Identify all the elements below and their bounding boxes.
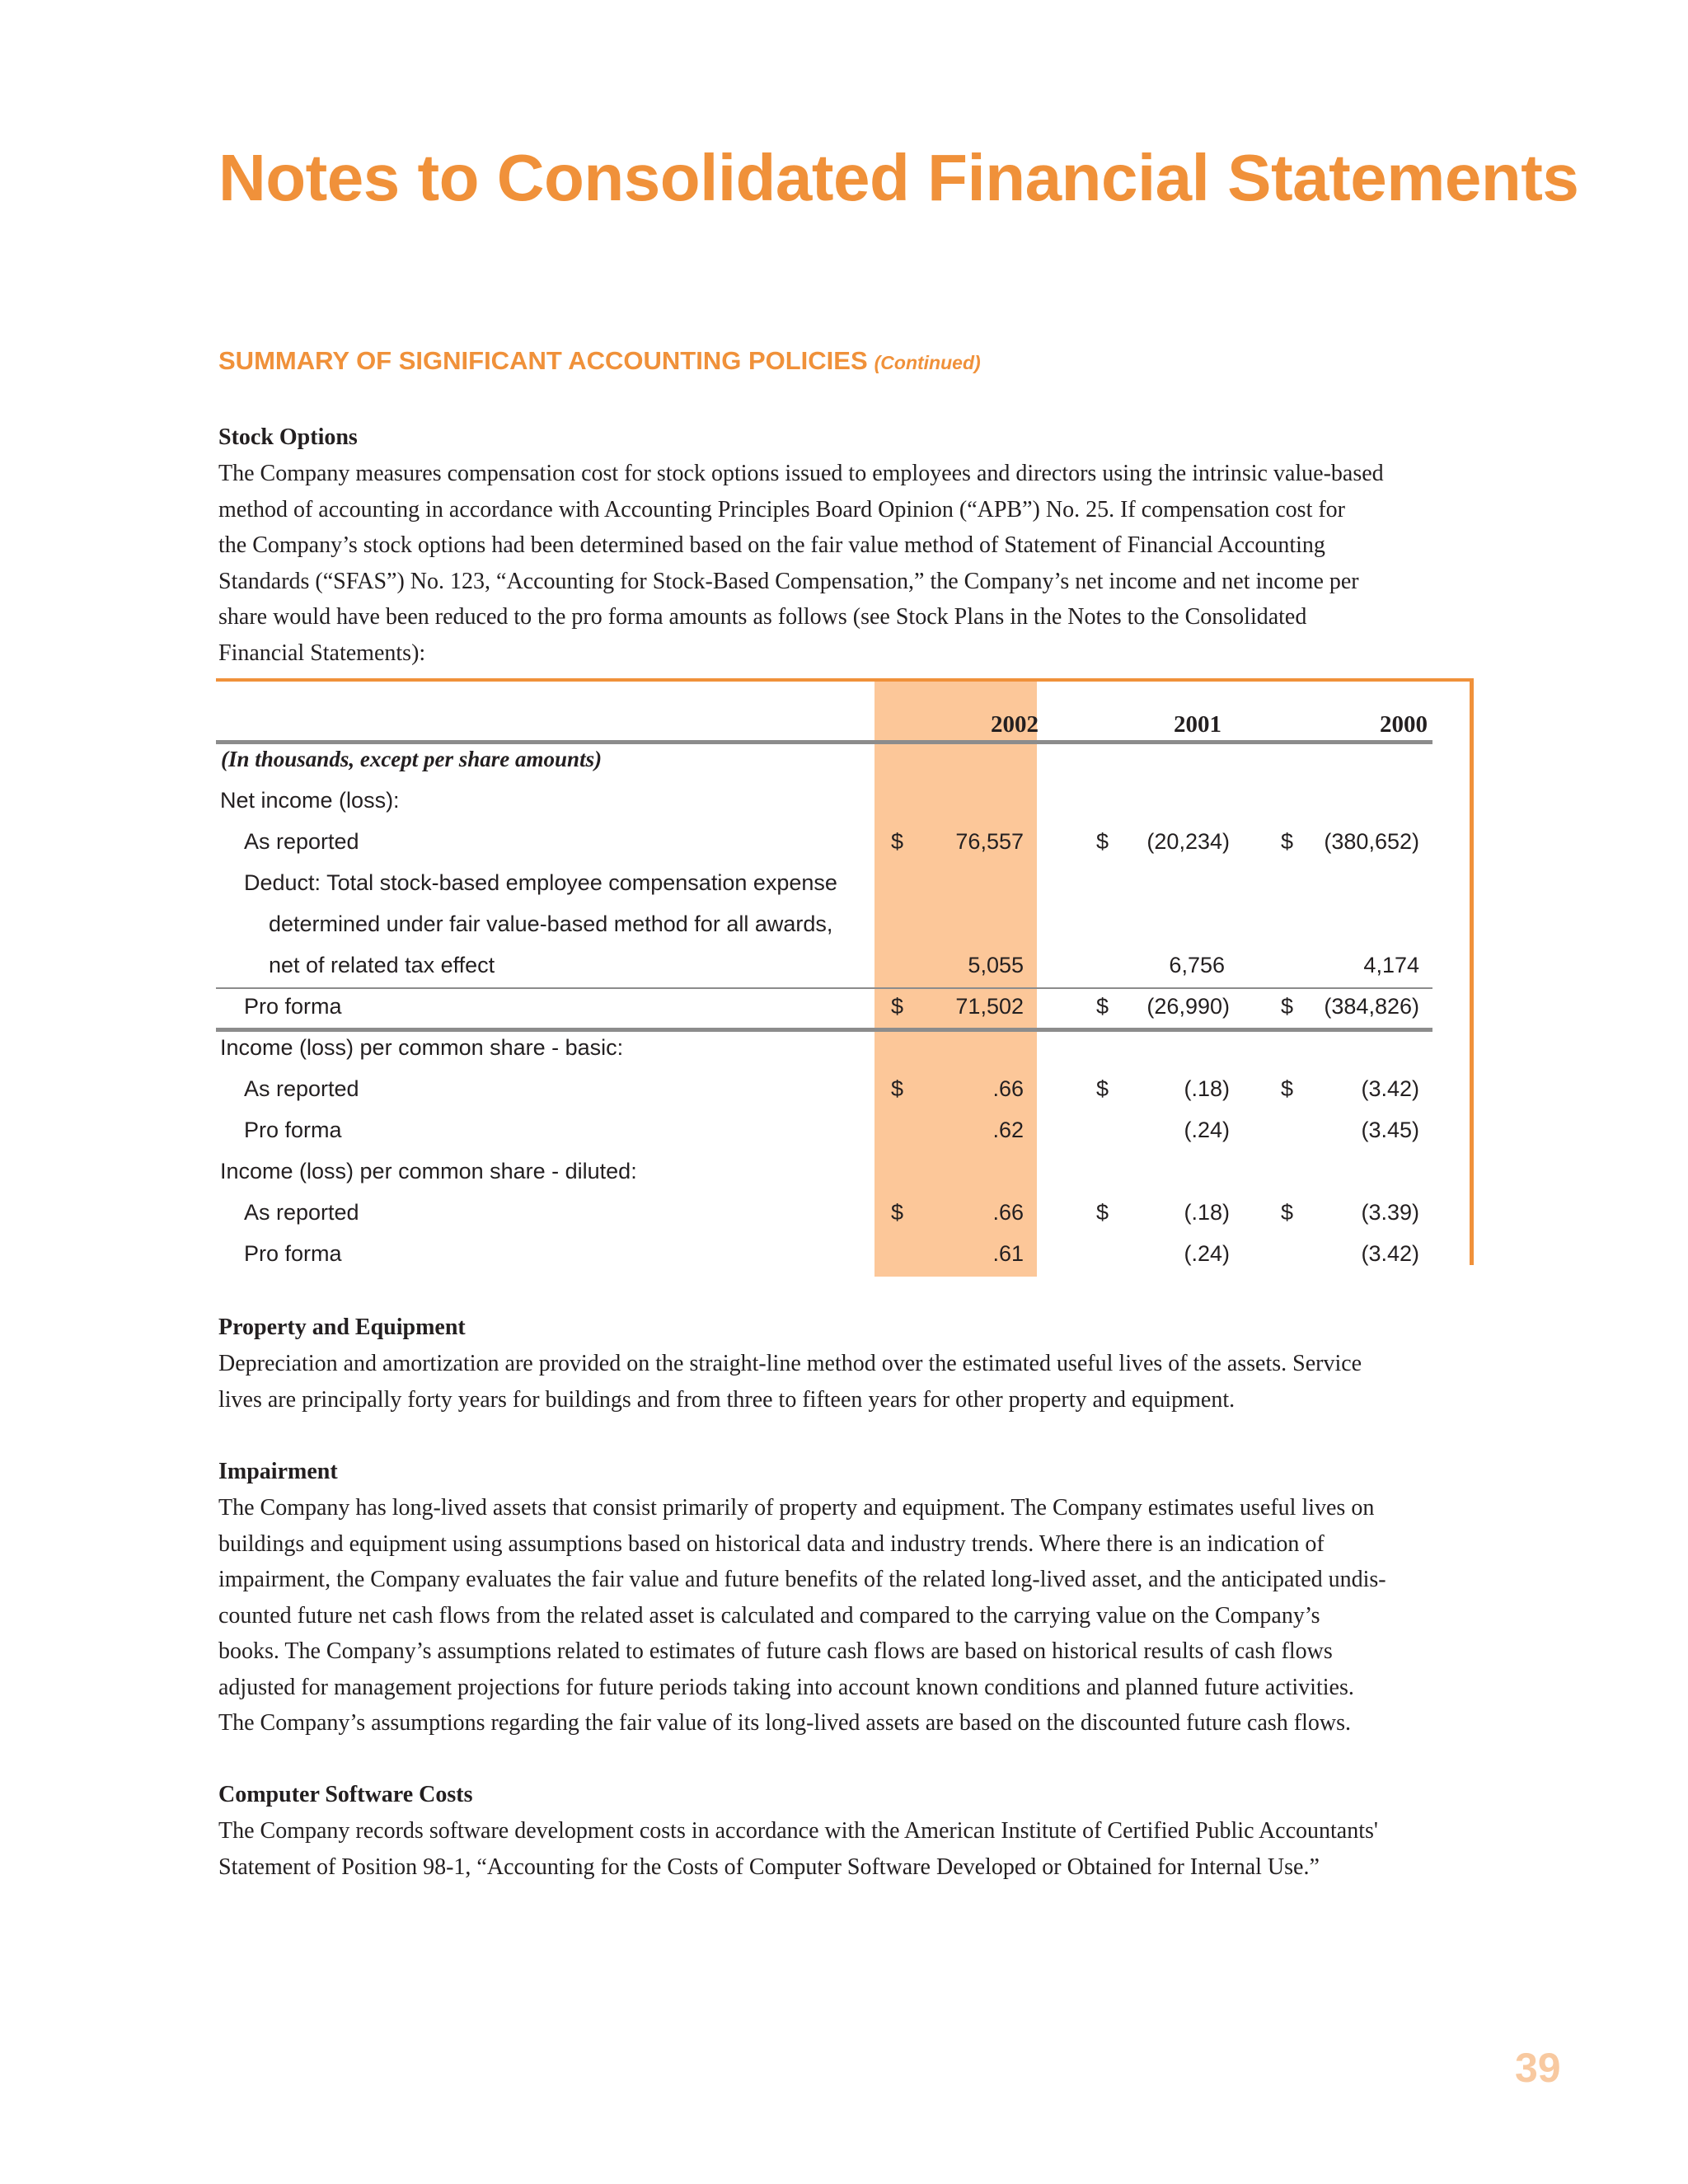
value-cell: 76,557 (955, 829, 1024, 854)
paragraph-line: Depreciation and amortization are provided on the straight-line method over the estimated useful lives of the assets. Service (218, 1351, 1362, 1376)
row-label: As reported (244, 829, 359, 854)
value-cell: .66 (992, 1076, 1024, 1101)
value-cell: (384,826) (1324, 994, 1419, 1019)
paragraph-line: Statement of Position 98-1, “Accounting for the Costs of Computer Software Developed or Obtained for Internal Use.” (218, 1854, 1320, 1880)
table-right-border (1470, 678, 1474, 1265)
table-top-border (216, 678, 1474, 682)
row-label: Net income (loss): (220, 788, 400, 813)
row-label: Pro forma (244, 1118, 342, 1142)
value-cell: .61 (992, 1241, 1024, 1266)
row-label: Income (loss) per common share - basic: (220, 1035, 624, 1060)
paragraph-line: the Company’s stock options had been determined based on the fair value method of Statement of Financial Accounting (218, 532, 1325, 558)
row-label: Pro forma (244, 1241, 342, 1266)
stock-options-heading: Stock Options (218, 424, 358, 450)
property-heading: Property and Equipment (218, 1315, 466, 1340)
software-heading: Computer Software Costs (218, 1782, 473, 1807)
value-cell: 5,055 (968, 953, 1024, 977)
page-title: Notes to Consolidated Financial Statements (218, 141, 1579, 214)
paragraph-line: share would have been reduced to the pro forma amounts as follows (see Stock Plans in the Notes to the Consolidated (218, 604, 1307, 630)
value-cell: (3.42) (1361, 1076, 1419, 1101)
value-cell: (3.39) (1361, 1200, 1419, 1225)
year-header-2000: 2000 (1380, 711, 1428, 738)
value-cell: (3.42) (1361, 1241, 1419, 1266)
units-note: (In thousands, except per share amounts) (221, 747, 603, 771)
paragraph-line: Standards (“SFAS”) No. 123, “Accounting for Stock-Based Compensation,” the Company’s net income and net income per (218, 568, 1359, 594)
currency-symbol: $ (891, 1076, 904, 1101)
paragraph-line: counted future net cash flows from the related asset is calculated and compared to the carrying value on the Company’s (218, 1602, 1320, 1629)
section-heading-text: SUMMARY OF SIGNIFICANT ACCOUNTING POLICIES (218, 346, 868, 375)
impairment-paragraph (218, 1490, 1447, 1741)
row-label: Income (loss) per common share - diluted: (220, 1159, 637, 1183)
value-cell: .66 (992, 1200, 1024, 1225)
software-paragraph (218, 1813, 1447, 1885)
currency-symbol: $ (1281, 829, 1294, 854)
paragraph-line: Financial Statements): (218, 640, 426, 666)
paragraph-line: lives are principally forty years for buildings and from three to fifteen years for other property and equipment. (218, 1386, 1236, 1413)
section-continued-label: (Continued) (874, 352, 981, 373)
paragraph-line: The Company’s assumptions regarding the fair value of its long-lived assets are based on the discounted future cash flows. (218, 1710, 1351, 1736)
currency-symbol: $ (891, 1200, 904, 1225)
currency-symbol: $ (1096, 994, 1109, 1019)
paragraph-line: The Company measures compensation cost for stock options issued to employees and directors using the intrinsic value-based (218, 461, 1384, 486)
year-header-2002: 2002 (991, 711, 1039, 738)
pro-forma-table (216, 678, 1474, 1265)
row-label: net of related tax effect (269, 953, 495, 977)
row-label: As reported (244, 1076, 359, 1101)
row-label: As reported (244, 1200, 359, 1225)
subtotal-rule (216, 987, 1432, 989)
value-cell: (380,652) (1324, 829, 1419, 854)
value-cell: (.24) (1184, 1241, 1230, 1266)
currency-symbol: $ (1096, 1076, 1109, 1101)
property-paragraph (218, 1346, 1447, 1418)
value-cell: (26,990) (1146, 994, 1230, 1019)
highlight-column-2002 (874, 682, 1037, 1277)
currency-symbol: $ (1281, 1200, 1294, 1225)
row-label: Deduct: Total stock-based employee compensation expense (244, 870, 837, 895)
currency-symbol: $ (1096, 829, 1109, 854)
row-label: determined under fair value-based method for all awards, (269, 912, 833, 936)
total-rule (216, 1028, 1432, 1032)
currency-symbol: $ (1096, 1200, 1109, 1225)
stock-options-paragraph (218, 456, 1447, 671)
paragraph-line: method of accounting in accordance with Accounting Principles Board Opinion (“APB”) No. 25. If compensation cost for (218, 496, 1345, 523)
value-cell: 6,756 (1169, 953, 1225, 977)
paragraph-line: The Company records software development costs in accordance with the American Institute of Certified Public Accountants' (218, 1818, 1378, 1844)
value-cell: .62 (992, 1118, 1024, 1142)
paragraph-line: The Company has long-lived assets that consist primarily of property and equipment. The Company estimates useful lives on (218, 1495, 1375, 1521)
value-cell: 71,502 (955, 994, 1024, 1019)
paragraph-line: books. The Company’s assumptions related to estimates of future cash flows are based on historical results of cash flows (218, 1638, 1333, 1664)
paragraph-line: impairment, the Company evaluates the fair value and future benefits of the related long-lived asset, and the anticipated undis- (218, 1567, 1386, 1592)
section-heading (218, 346, 981, 376)
currency-symbol: $ (1281, 994, 1294, 1019)
header-rule (216, 740, 1432, 744)
value-cell: (20,234) (1146, 829, 1230, 854)
currency-symbol: $ (1281, 1076, 1294, 1101)
paragraph-line: buildings and equipment using assumptions based on historical data and industry trends. Where there is an indication of (218, 1530, 1325, 1557)
currency-symbol: $ (891, 829, 904, 854)
value-cell: (.24) (1184, 1118, 1230, 1142)
value-cell: (.18) (1184, 1200, 1230, 1225)
value-cell: (.18) (1184, 1076, 1230, 1101)
row-label: Pro forma (244, 994, 342, 1019)
paragraph-line: adjusted for management projections for future periods taking into account known conditions and planned future activities. (218, 1674, 1354, 1700)
year-header-2001: 2001 (1174, 711, 1221, 738)
value-cell: (3.45) (1361, 1118, 1419, 1142)
impairment-heading: Impairment (218, 1459, 338, 1484)
currency-symbol: $ (891, 994, 904, 1019)
value-cell: 4,174 (1363, 953, 1419, 977)
page-number: 39 (1515, 2045, 1561, 2091)
